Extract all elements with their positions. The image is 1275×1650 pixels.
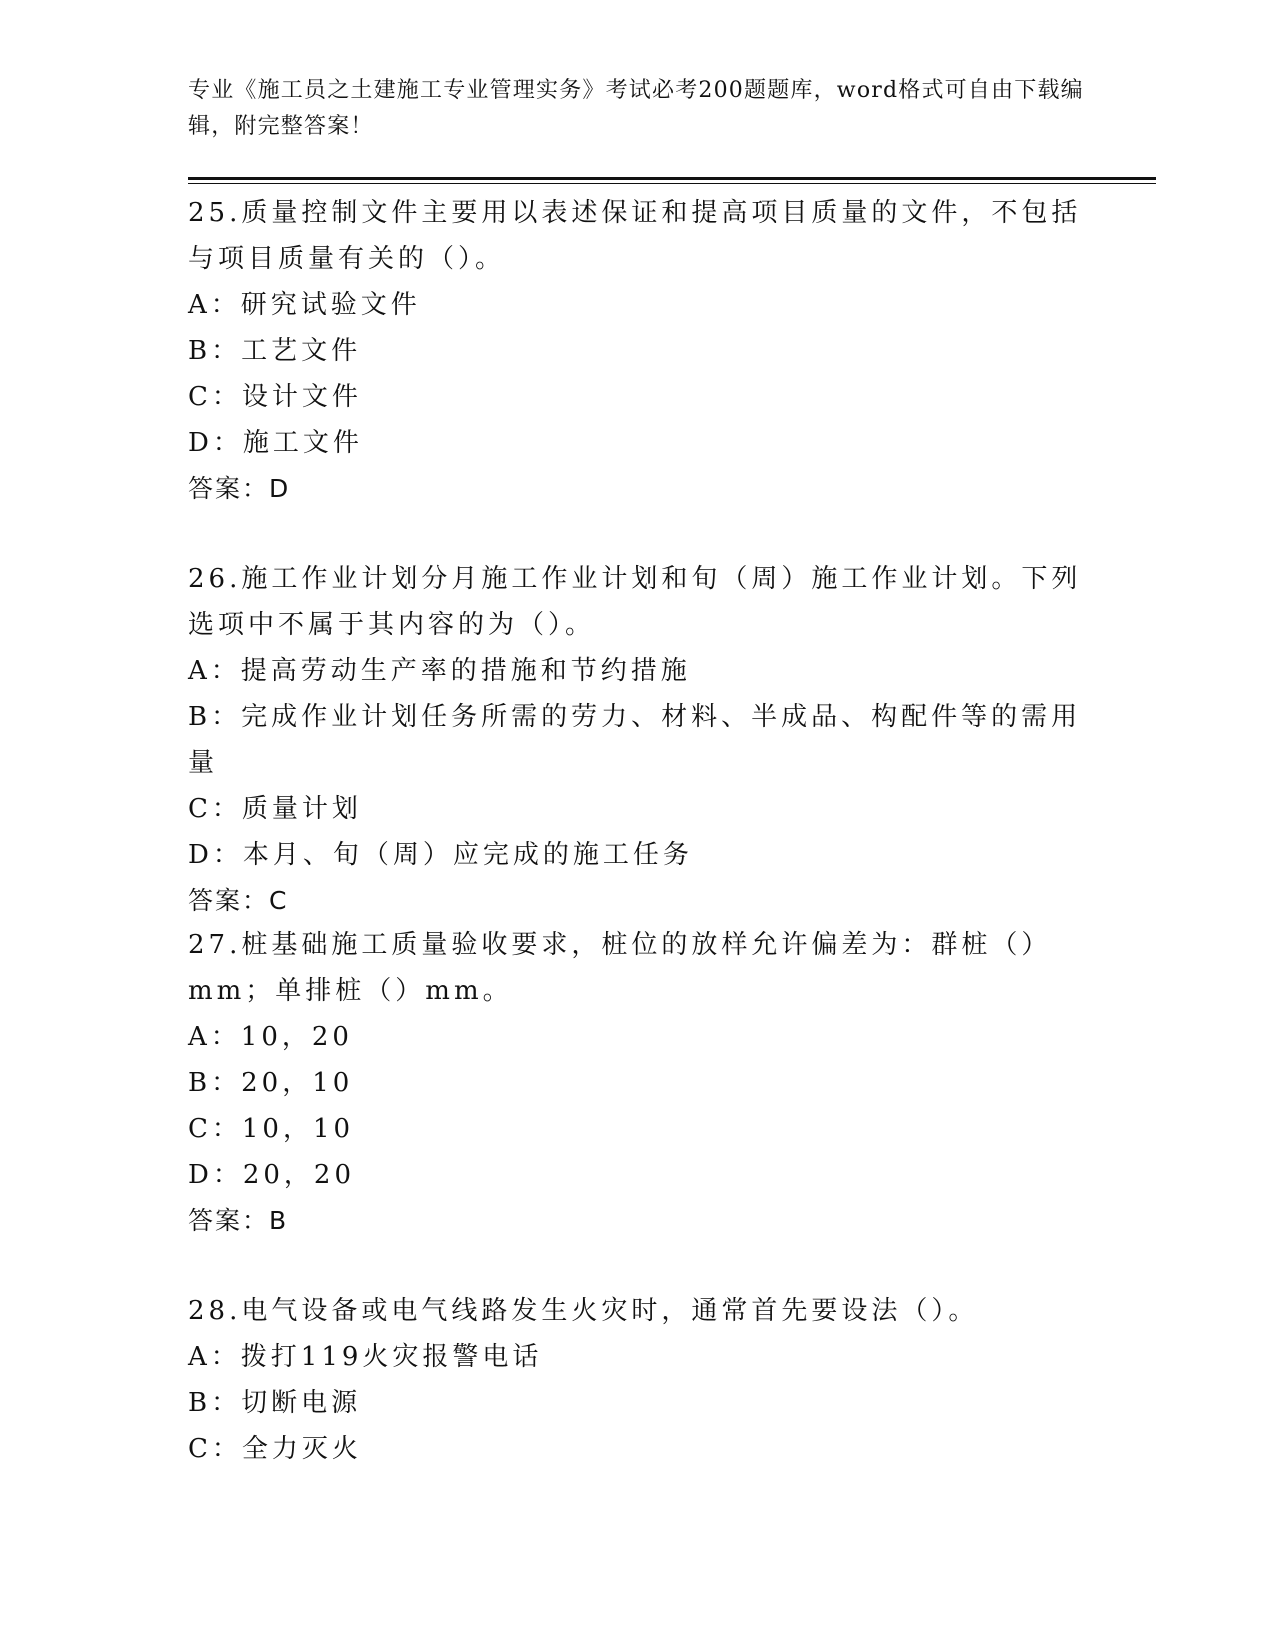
answer-label: 答案：C	[188, 886, 289, 915]
header-divider-thin	[188, 183, 1156, 184]
question-stem: 28.电气设备或电气线路发生火灾时，通常首先要设法（）。	[188, 1296, 979, 1326]
option-c: C：全力灭火	[188, 1434, 362, 1464]
answer-label: 答案：D	[188, 474, 291, 503]
option-c: C：设计文件	[188, 382, 362, 412]
option-b: B：切断电源	[188, 1388, 362, 1418]
option-b: B：20，10	[188, 1068, 354, 1098]
option-b: B：完成作业计划任务所需的劳力、材料、半成品、构配件等的需用量	[188, 702, 1082, 778]
header-divider-thick	[188, 177, 1156, 180]
option-a: A：研究试验文件	[188, 290, 421, 320]
question-27	[188, 922, 1108, 1244]
question-stem: 27.桩基础施工质量验收要求，桩位的放样允许偏差为：群桩（）mm；单排桩（）mm。	[188, 930, 1052, 1006]
option-d: D：20，20	[188, 1160, 356, 1190]
option-b: B：工艺文件	[188, 336, 362, 366]
option-c: C：10，10	[188, 1114, 355, 1144]
question-28	[188, 1288, 1108, 1472]
question-stem: 26.施工作业计划分月施工作业计划和旬（周）施工作业计划。下列选项中不属于其内容的为（）。	[188, 564, 1082, 640]
answer-label: 答案：B	[188, 1206, 289, 1235]
option-c: C：质量计划	[188, 794, 362, 824]
question-stem: 25.质量控制文件主要用以表述保证和提高项目质量的文件，不包括与项目质量有关的（）。	[188, 198, 1082, 274]
option-d: D：施工文件	[188, 428, 363, 458]
question-25	[188, 190, 1108, 512]
document-header: 专业《施工员之土建施工专业管理实务》考试必考200题题库，word格式可自由下载编辑，附完整答案！	[188, 78, 1084, 139]
question-26	[188, 556, 1108, 924]
option-d: D：本月、旬（周）应完成的施工任务	[188, 840, 693, 870]
option-a: A：10，20	[188, 1022, 353, 1052]
option-a: A：提高劳动生产率的措施和节约措施	[188, 656, 691, 686]
option-a: A：拨打119火灾报警电话	[188, 1342, 543, 1372]
